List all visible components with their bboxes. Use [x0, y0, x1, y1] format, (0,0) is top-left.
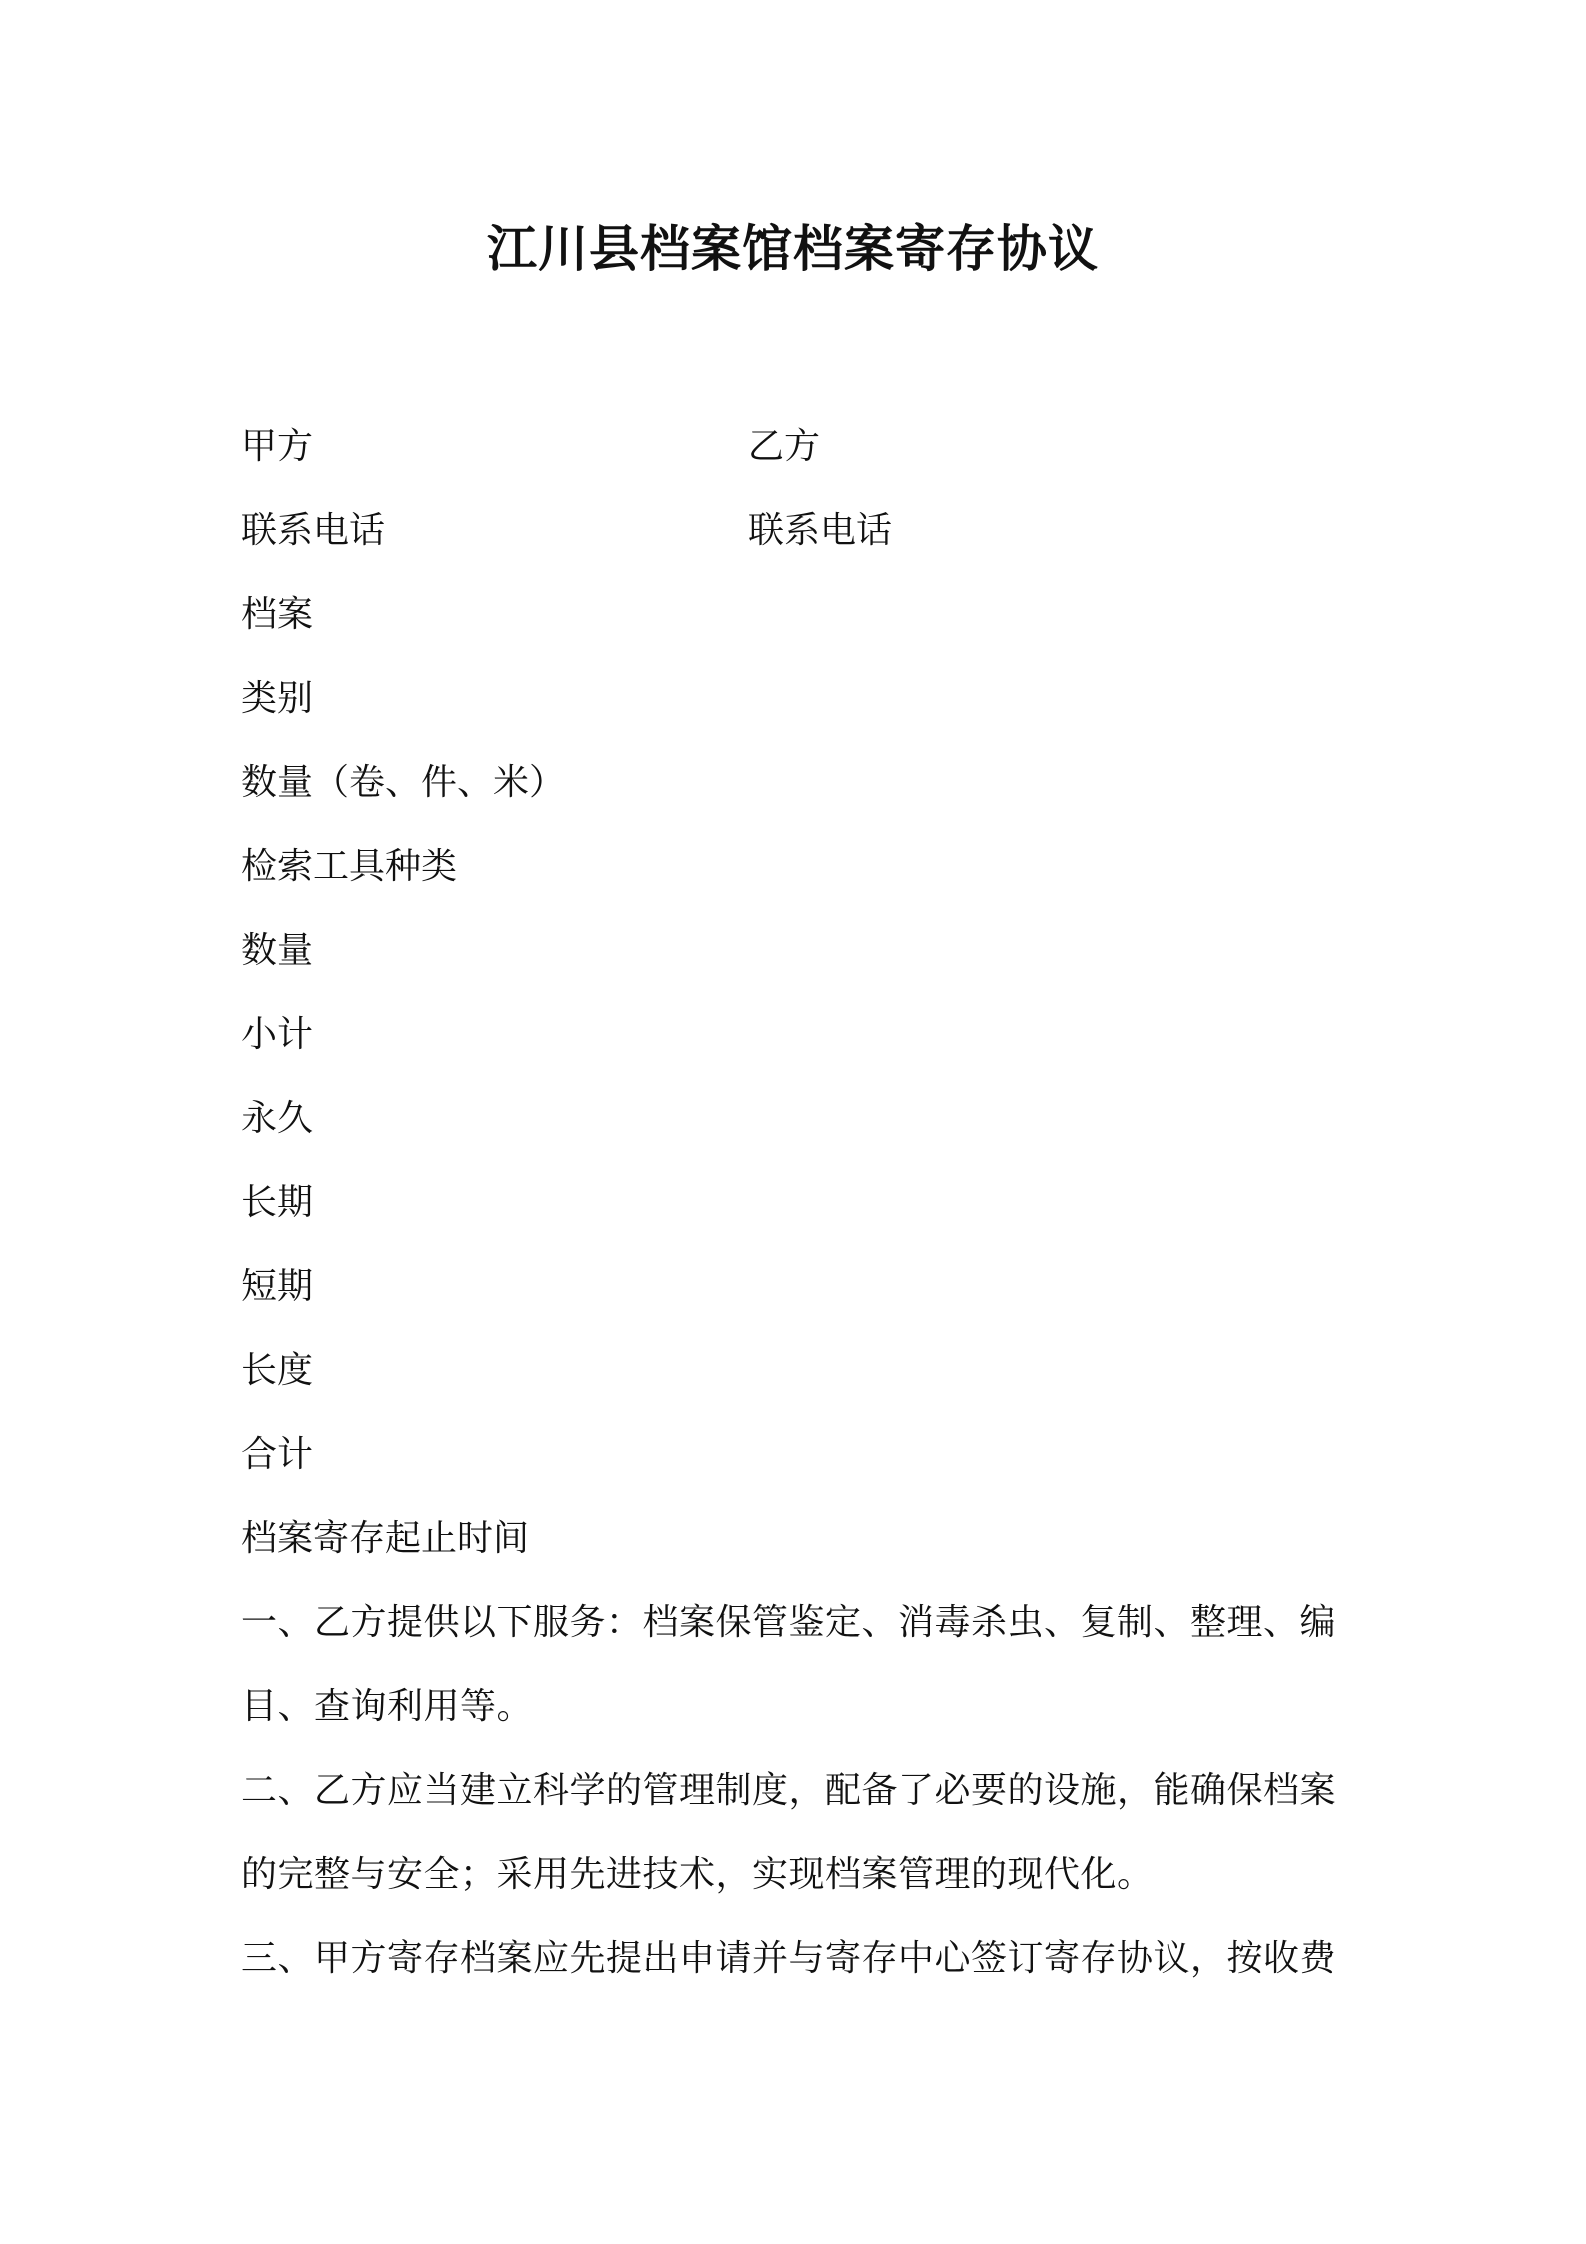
party-a-phone-label: 联系电话	[241, 510, 386, 551]
field-category: 类别	[241, 678, 314, 719]
contact-row	[241, 489, 1361, 573]
field-retrieval-tool-type: 检索工具种类	[241, 846, 458, 887]
field-quantity-units: 数量（卷、件、米）	[241, 762, 566, 803]
party-row	[241, 405, 1361, 489]
field-total: 合计	[241, 1434, 314, 1475]
party-b-phone-label: 联系电话	[748, 510, 893, 551]
field-storage-period: 档案寄存起止时间	[241, 1518, 530, 1559]
party-a-label: 甲方	[241, 426, 314, 467]
document-title: 江川县档案馆档案寄存协议	[487, 220, 1099, 278]
document-body	[241, 405, 1361, 2001]
field-long-term: 长期	[241, 1182, 314, 1223]
field-length: 长度	[241, 1350, 314, 1391]
clause-2: 二、乙方应当建立科学的管理制度，配备了必要的设施，能确保档案的完整与安全；采用先进技术，实现档案管理的现代化。	[241, 1770, 1337, 1895]
field-quantity: 数量	[241, 930, 314, 971]
field-archive: 档案	[241, 594, 314, 635]
field-subtotal: 小计	[241, 1014, 314, 1055]
clause-3: 三、甲方寄存档案应先提出申请并与寄存中心签订寄存协议，按收费	[241, 1938, 1337, 1979]
field-permanent: 永久	[241, 1098, 314, 1139]
clause-1: 一、乙方提供以下服务：档案保管鉴定、消毒杀虫、复制、整理、编目、查询利用等。	[241, 1602, 1337, 1727]
party-b-label: 乙方	[748, 426, 821, 467]
field-short-term: 短期	[241, 1266, 314, 1307]
